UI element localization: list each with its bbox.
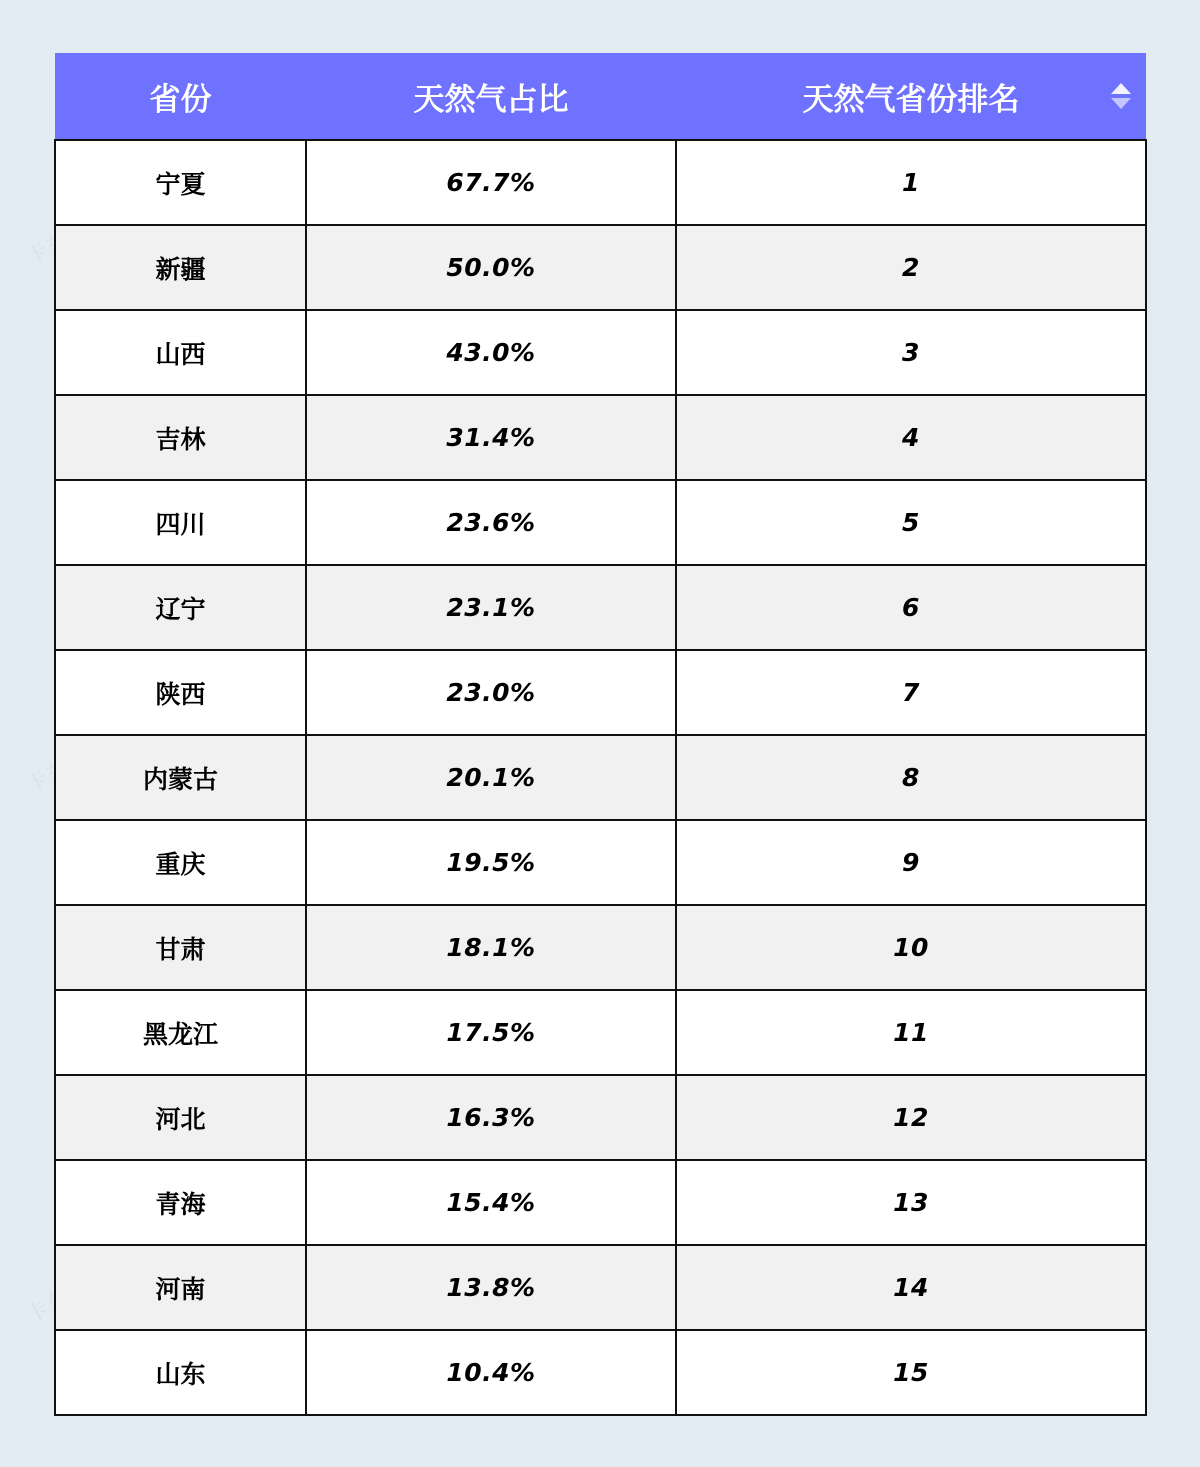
gas-share-cell: 23.6% — [306, 480, 676, 565]
table-row — [55, 480, 1146, 565]
province-cell: 山东 — [55, 1330, 306, 1415]
gas-share-cell: 19.5% — [306, 820, 676, 905]
data-table-container — [54, 53, 1145, 1416]
rank-cell: 9 — [676, 820, 1146, 905]
province-cell: 辽宁 — [55, 565, 306, 650]
gas-share-cell: 20.1% — [306, 735, 676, 820]
province-cell: 内蒙古 — [55, 735, 306, 820]
province-cell: 青海 — [55, 1160, 306, 1245]
gas-share-table — [54, 53, 1147, 1416]
table-row — [55, 140, 1146, 225]
gas-share-cell: 15.4% — [306, 1160, 676, 1245]
rank-cell: 13 — [676, 1160, 1146, 1245]
table-row — [55, 650, 1146, 735]
rank-cell: 4 — [676, 395, 1146, 480]
gas-share-cell: 67.7% — [306, 140, 676, 225]
column-header-rank-label: 天然气省份排名 — [802, 81, 1020, 118]
rank-cell: 15 — [676, 1330, 1146, 1415]
table-header-row — [55, 53, 1146, 140]
table-body — [55, 140, 1146, 1415]
rank-cell: 7 — [676, 650, 1146, 735]
province-cell: 陕西 — [55, 650, 306, 735]
province-cell: 新疆 — [55, 225, 306, 310]
province-cell: 河南 — [55, 1245, 306, 1330]
gas-share-cell: 31.4% — [306, 395, 676, 480]
table-row — [55, 820, 1146, 905]
gas-share-cell: 18.1% — [306, 905, 676, 990]
gas-share-cell: 23.1% — [306, 565, 676, 650]
rank-cell: 11 — [676, 990, 1146, 1075]
gas-share-cell: 43.0% — [306, 310, 676, 395]
gas-share-cell: 50.0% — [306, 225, 676, 310]
table-row — [55, 735, 1146, 820]
rank-cell: 14 — [676, 1245, 1146, 1330]
table-row — [55, 1330, 1146, 1415]
gas-share-cell: 17.5% — [306, 990, 676, 1075]
rank-cell: 12 — [676, 1075, 1146, 1160]
column-header-rank[interactable] — [676, 53, 1146, 140]
rank-cell: 5 — [676, 480, 1146, 565]
province-cell: 山西 — [55, 310, 306, 395]
gas-share-cell: 23.0% — [306, 650, 676, 735]
rank-cell: 3 — [676, 310, 1146, 395]
province-cell: 重庆 — [55, 820, 306, 905]
province-cell: 四川 — [55, 480, 306, 565]
table-row — [55, 905, 1146, 990]
rank-cell: 1 — [676, 140, 1146, 225]
province-cell: 吉林 — [55, 395, 306, 480]
table-row — [55, 395, 1146, 480]
column-header-share[interactable]: 天然气占比 — [306, 53, 676, 140]
province-cell: 河北 — [55, 1075, 306, 1160]
table-row — [55, 1160, 1146, 1245]
province-cell: 黑龙江 — [55, 990, 306, 1075]
rank-cell: 6 — [676, 565, 1146, 650]
province-cell: 甘肃 — [55, 905, 306, 990]
table-row — [55, 225, 1146, 310]
province-cell: 宁夏 — [55, 140, 306, 225]
column-header-province[interactable]: 省份 — [55, 53, 306, 140]
sort-up-down-icon[interactable] — [1110, 81, 1132, 111]
rank-cell: 2 — [676, 225, 1146, 310]
gas-share-cell: 16.3% — [306, 1075, 676, 1160]
table-row — [55, 1075, 1146, 1160]
table-row — [55, 565, 1146, 650]
gas-share-cell: 13.8% — [306, 1245, 676, 1330]
table-row — [55, 990, 1146, 1075]
table-row — [55, 1245, 1146, 1330]
rank-cell: 10 — [676, 905, 1146, 990]
gas-share-cell: 10.4% — [306, 1330, 676, 1415]
table-row — [55, 310, 1146, 395]
rank-cell: 8 — [676, 735, 1146, 820]
